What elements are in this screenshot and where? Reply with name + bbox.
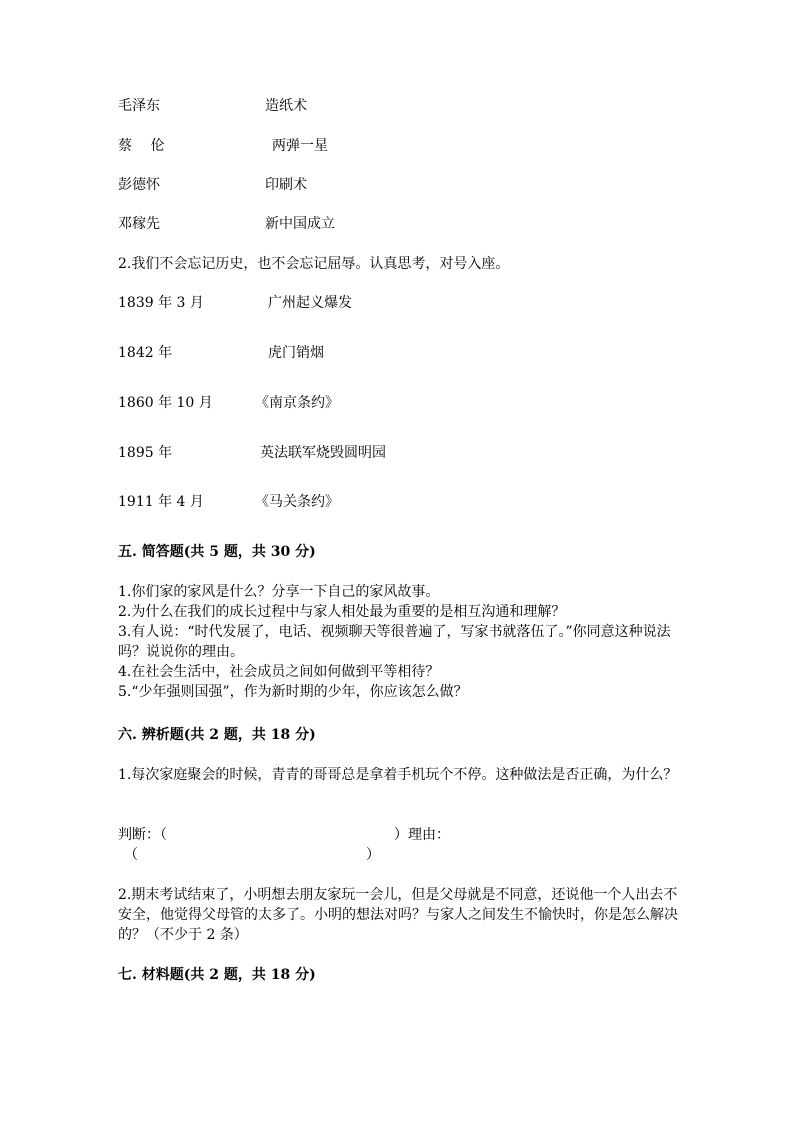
match2-right-1: 广州起义爆发	[268, 295, 352, 311]
match2-right-3: 《南京条约》	[255, 395, 339, 411]
section-6-question-1: 1.每次家庭聚会的时候，青青的哥哥总是拿着手机玩个不停。这种做法是否正确，为什么？	[118, 767, 678, 783]
match2-right-5: 《马关条约》	[255, 494, 339, 510]
question-2-title: 2.我们不会忘记历史，也不会忘记屈辱。认真思考，对号入座。	[118, 256, 510, 272]
match1-right-3: 印刷术	[265, 177, 307, 193]
match1-right-1: 造纸术	[265, 98, 307, 114]
match2-right-4: 英法联军烧毁圆明园	[260, 445, 386, 461]
section-5-questions	[118, 582, 678, 702]
match2-left-2: 1842 年	[118, 345, 173, 361]
section-5-question-3: 3.有人说：“时代发展了，电话、视频聊天等很普遍了，写家书就落伍了。”你同意这种说法吗？说说你的理由。	[118, 624, 671, 660]
section-5-question-1: 1.你们家的家风是什么？分享一下自己的家风故事。	[118, 584, 440, 600]
match2-left-3: 1860 年 10 月	[118, 395, 213, 411]
reason-close-paren: ）	[366, 847, 380, 863]
match1-right-4: 新中国成立	[265, 216, 335, 232]
reason-open-paren: （	[124, 847, 138, 863]
match1-left-1: 毛泽东	[118, 98, 160, 114]
match2-left-1: 1839 年 3 月	[118, 295, 204, 311]
match2-right-2: 虎门销烟	[268, 345, 324, 361]
section-5-heading: 五. 简答题(共 5 题，共 30 分)	[118, 544, 316, 560]
section-6-question-2: 2.期末考试结束了，小明想去朋友家玩一会儿，但是父母就是不同意，还说他一个人出去不安全，他觉得父母管的太多了。小明的想法对吗？与家人之间发生不愉快时，你是怎么解决的？（不少于 2 条）	[118, 887, 678, 943]
section-6-heading: 六. 辨析题(共 2 题，共 18 分)	[118, 727, 316, 743]
match1-left-3: 彭德怀	[118, 177, 160, 193]
section-5-question-4: 4.在社会生活中，社会成员之间如何做到平等相待？	[118, 664, 440, 680]
match1-right-2: 两弹一星	[272, 138, 328, 154]
reason-label: ）理由：	[394, 827, 450, 843]
match1-left-4: 邓稼先	[118, 216, 160, 232]
match1-left-2: 蔡 伦	[118, 138, 165, 154]
match2-left-4: 1895 年	[118, 445, 173, 461]
section-5-question-2: 2.为什么在我们的成长过程中与家人相处最为重要的是相互沟通和理解？	[118, 604, 566, 620]
section-5-question-5: 5.“少年强则国强”，作为新时期的少年，你应该怎么做？	[118, 684, 468, 700]
section-7-heading: 七. 材料题(共 2 题，共 18 分)	[118, 967, 316, 983]
judgment-label: 判断：（	[118, 827, 167, 843]
match2-left-5: 1911 年 4 月	[118, 494, 204, 510]
